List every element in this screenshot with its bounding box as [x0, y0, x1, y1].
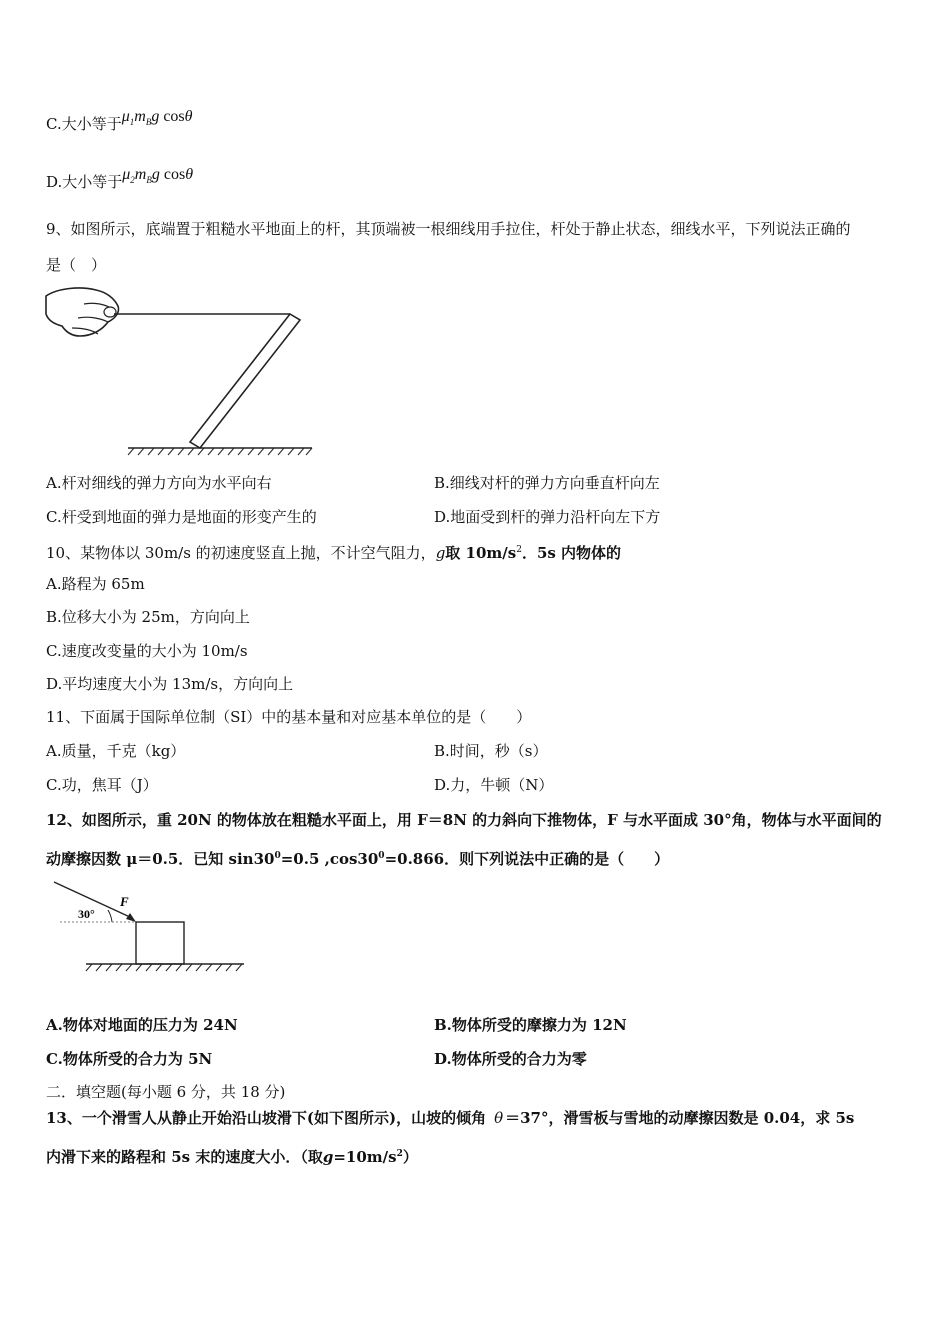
q11-option-b: B.时间，秒（s）: [434, 742, 548, 760]
q9-option-d: D.地面受到杆的弹力沿杆向左下方: [434, 508, 661, 526]
mass-subscript: B: [146, 175, 152, 186]
q9-option-a: A.杆对细线的弹力方向为水平向右: [46, 474, 272, 492]
q12-option-b: B.物体所受的摩擦力为 12N: [434, 1016, 627, 1034]
q11-option-d: D.力，牛顿（N）: [434, 776, 554, 794]
q8-option-d: [46, 166, 194, 198]
section-heading: 二．填空题(每小题 6 分，共 18 分): [46, 1083, 286, 1101]
q12-stem-line2-c: =0.866．则下列说法中正确的是（ ）: [384, 850, 670, 868]
q10-option-c: C.速度改变量的大小为 10m/s: [46, 642, 248, 660]
mass-symbol: m: [134, 166, 147, 183]
angle-arc: [108, 910, 112, 922]
theta-symbol: θ: [185, 166, 194, 183]
ground-hatch: [128, 448, 312, 455]
q11-option-c: C.功，焦耳（J）: [46, 776, 158, 794]
mass-subscript: B: [145, 117, 152, 128]
q11-option-a: A.质量，千克（kg）: [46, 742, 186, 760]
rod: [190, 314, 300, 448]
theta-symbol: θ: [494, 1109, 504, 1127]
q12-figure-block-force: [50, 876, 250, 974]
degree-sup-2: 0: [378, 851, 385, 861]
g-symbol: g: [322, 1148, 334, 1166]
q10-option-b: B.位移大小为 25m，方向向上: [46, 608, 250, 626]
mu-subscript: 1: [129, 117, 135, 128]
q8-option-d-label: D.大小等于: [46, 173, 123, 191]
theta-symbol: θ: [184, 108, 193, 125]
q12-option-d: D.物体所受的合力为零: [434, 1050, 587, 1068]
q10-stem: [46, 540, 621, 563]
q10-option-d: D.平均速度大小为 13m/s，方向向上: [46, 675, 294, 693]
ground-hatch: [86, 964, 242, 971]
q10-option-a: A.路程为 65m: [46, 575, 145, 593]
q9-figure-hand-rod: [44, 284, 316, 456]
q8-option-c-label: C.大小等于: [46, 115, 122, 133]
degree-sup-1: 0: [274, 851, 281, 861]
cos-text: cos: [163, 108, 185, 125]
cos-text: cos: [163, 166, 186, 183]
g-symbol: g: [435, 544, 446, 562]
angle-label: 30°: [78, 907, 95, 921]
exponent: 2: [516, 545, 522, 555]
mass-symbol: m: [134, 108, 146, 125]
q11-stem: 11、下面属于国际单位制（SI）中的基本量和对应基本单位的是（ ）: [46, 708, 532, 726]
q12-stem-line1: 12、如图所示，重 20N 的物体放在粗糙水平面上，用 F＝8N 的力斜向下推物体，F 与水平面成 30°角，物体与水平面间的: [46, 811, 882, 829]
q12-stem-line2-b: =0.5 ,cos30: [280, 850, 379, 868]
q13-line1-b: ＝37°，滑雪板与雪地的动摩擦因数是 0.04，求 5s: [505, 1109, 855, 1127]
q8-option-d-formula: [122, 166, 194, 186]
mu-symbol: μ: [122, 166, 131, 183]
q9-stem-line1: 9、如图所示，底端置于粗糙水平地面上的杆，其顶端被一根细线用手拉住，杆处于静止状态，细线水平，下列说法正确的: [46, 220, 851, 238]
q9-option-b: B.细线对杆的弹力方向垂直杆向左: [434, 474, 660, 492]
q13-line2: [46, 1144, 418, 1167]
q10-stem-part-b: 取 10m/s: [445, 544, 517, 562]
mu-symbol: μ: [121, 108, 130, 125]
mu-subscript: 2: [130, 175, 135, 186]
hand-icon: [46, 288, 119, 336]
q8-option-c: [46, 108, 193, 140]
block: [136, 922, 184, 964]
q9-option-c: C.杆受到地面的弹力是地面的形变产生的: [46, 508, 317, 526]
q10-stem-part-a: 10、某物体以 30m/s 的初速度竖直上抛，不计空气阻力，: [46, 544, 436, 562]
q13-line2-a: 内滑下来的路程和 5s 末的速度大小．（取: [46, 1148, 323, 1166]
force-arrowhead: [126, 913, 136, 922]
q12-stem-line2-a: 动摩擦因数 μ＝0.5．已知 sin30: [46, 850, 275, 868]
force-label: F: [120, 894, 129, 909]
q10-stem-part-c: ．5s 内物体的: [521, 544, 622, 562]
g-symbol: g: [151, 166, 160, 183]
q13-line1-a: 13、一个滑雪人从静止开始沿山坡滑下(如下图所示)，山坡的倾角: [46, 1109, 487, 1127]
exponent: 2: [396, 1149, 403, 1159]
q9-stem-line2: 是（ ）: [46, 256, 107, 274]
q12-stem-line2: [46, 846, 669, 869]
q13-line2-c: ）: [402, 1148, 418, 1166]
q8-option-c-formula: [121, 108, 193, 128]
q12-option-a: A.物体对地面的压力为 24N: [46, 1016, 238, 1034]
q13-line2-b: =10m/s: [333, 1148, 397, 1166]
q13-line1: [46, 1108, 854, 1128]
g-symbol: g: [151, 108, 160, 125]
q12-option-c: C.物体所受的合力为 5N: [46, 1050, 213, 1068]
